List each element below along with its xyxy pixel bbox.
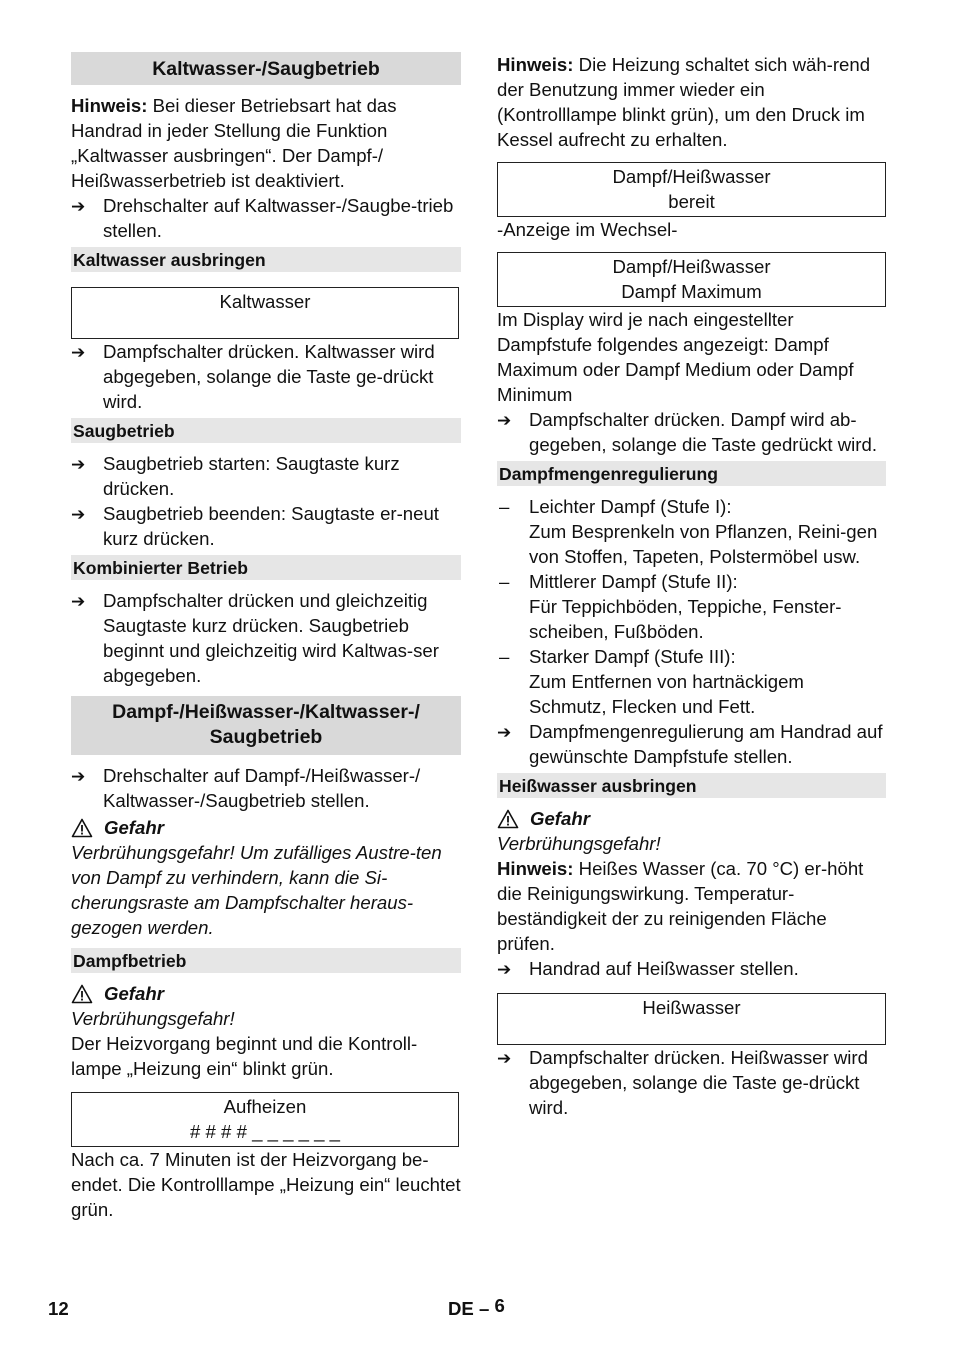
step-text: Dampfschalter drücken. Kaltwasser wird abgegeben, solange die Taste ge-drückt wird. bbox=[103, 341, 435, 412]
arrow-right-icon: ➔ bbox=[497, 723, 512, 742]
arrow-right-icon: ➔ bbox=[71, 343, 86, 362]
step-text: Drehschalter auf Kaltwasser-/Saugbe-trieb stellen. bbox=[103, 195, 454, 241]
hinweis-label: Hinweis: bbox=[497, 858, 574, 879]
display-description: Im Display wird je nach eingestellter Dampfstufe folgendes angezeigt: Dampf Maximum oder Dampf Medium oder Dampf Minimum bbox=[497, 309, 854, 405]
level-description: Zum Besprenkeln von Pflanzen, Reini-gen von Stoffen, Tapeten, Polstermöbel usw. bbox=[529, 521, 878, 567]
warning-text: Verbrühungsgefahr! bbox=[71, 1008, 235, 1029]
hinweis-paragraph-3 bbox=[497, 856, 886, 956]
arrow-right-icon: ➔ bbox=[71, 592, 86, 611]
display-box-aufheizen bbox=[71, 1092, 459, 1147]
warning-heading bbox=[71, 815, 461, 840]
step-item bbox=[71, 763, 461, 813]
display-text: Heißwasser bbox=[642, 997, 741, 1018]
warning-label: Gefahr bbox=[104, 983, 164, 1004]
level-title: Mittlerer Dampf (Stufe II): bbox=[529, 571, 738, 592]
heading-dampfmengenregulierung: Dampfmengenregulierung bbox=[497, 461, 886, 486]
level-title: Leichter Dampf (Stufe I): bbox=[529, 496, 732, 517]
level-description: Zum Entfernen von hartnäckigem Schmutz, Flecken und Fett. bbox=[529, 671, 804, 717]
warning-heading bbox=[71, 981, 461, 1006]
display-box-heisswasser bbox=[497, 993, 886, 1045]
warning-text: Verbrühungsgefahr! Um zufälliges Austre-ten von Dampf zu verhindern, kann die Si-cherungsraste am Dampfschalter heraus-gezogen werden. bbox=[71, 842, 442, 938]
warning-triangle-icon bbox=[71, 818, 93, 838]
list-item bbox=[497, 569, 886, 644]
step-text: Dampfschalter drücken. Dampf wird ab-gegeben, solange die Taste gedrückt wird. bbox=[529, 409, 878, 455]
hinweis-paragraph-1 bbox=[71, 93, 461, 193]
step-item bbox=[497, 1045, 886, 1120]
arrow-right-icon: ➔ bbox=[497, 960, 512, 979]
list-item bbox=[497, 494, 886, 569]
step-text: Handrad auf Heißwasser stellen. bbox=[529, 958, 799, 979]
section-page-number: 6 bbox=[494, 1295, 505, 1316]
heading-kaltwasser-ausbringen: Kaltwasser ausbringen bbox=[71, 247, 461, 272]
warning-label: Gefahr bbox=[104, 817, 164, 838]
dash-marker: – bbox=[499, 646, 510, 667]
step-item bbox=[497, 956, 886, 982]
hinweis-text: Die Heizung schaltet sich wäh-rend der Benutzung immer wieder ein (Kontrolllampe blinkt grün), um den Druck im Kessel aufrecht zu erhalten. bbox=[497, 54, 871, 150]
step-item bbox=[71, 451, 461, 501]
step-item bbox=[497, 407, 886, 457]
step-item bbox=[497, 719, 886, 769]
step-text: Saugbetrieb starten: Saugtaste kurz drücken. bbox=[103, 453, 400, 499]
step-item bbox=[71, 193, 461, 243]
arrow-right-icon: ➔ bbox=[497, 411, 512, 430]
arrow-right-icon: ➔ bbox=[71, 197, 86, 216]
display-text: Dampf/Heißwasser bbox=[612, 256, 771, 277]
arrow-right-icon: ➔ bbox=[71, 505, 86, 524]
right-column bbox=[497, 52, 886, 1120]
display-box-kaltwasser bbox=[71, 287, 459, 339]
warning-label: Gefahr bbox=[530, 808, 590, 829]
page-number: 12 bbox=[48, 1298, 69, 1319]
heizvorgang-text: Der Heizvorgang beginnt und die Kontroll-lampe „Heizung ein“ blinkt grün. bbox=[71, 1033, 418, 1079]
warning-text: Verbrühungsgefahr! bbox=[497, 833, 661, 854]
anzeige-wechsel-text: -Anzeige im Wechsel- bbox=[497, 219, 678, 240]
heizvorgang-fertig-text: Nach ca. 7 Minuten ist der Heizvorgang be-endet. Die Kontrolllampe „Heizung ein“ leuchtet grün. bbox=[71, 1149, 461, 1220]
heading-kaltwasser-saugbetrieb: Kaltwasser-/Saugbetrieb bbox=[71, 52, 461, 85]
display-text: Aufheizen bbox=[223, 1096, 307, 1117]
arrow-right-icon: ➔ bbox=[71, 767, 86, 786]
display-progress-text: # # # # _ _ _ _ _ _ bbox=[190, 1121, 340, 1142]
display-text: bereit bbox=[668, 191, 715, 212]
step-item bbox=[71, 588, 461, 688]
hinweis-label: Hinweis: bbox=[71, 95, 148, 116]
dash-marker: – bbox=[499, 571, 510, 592]
step-text: Drehschalter auf Dampf-/Heißwasser-/ Kaltwasser-/Saugbetrieb stellen. bbox=[103, 765, 421, 811]
heading-saugbetrieb: Saugbetrieb bbox=[71, 418, 461, 443]
display-box-maximum bbox=[497, 252, 886, 307]
display-text: Dampf Maximum bbox=[621, 281, 762, 302]
heading-heisswasser-ausbringen: Heißwasser ausbringen bbox=[497, 773, 886, 798]
list-item bbox=[497, 644, 886, 719]
step-text: Dampfmengenregulierung am Handrad auf gewünschte Dampfstufe stellen. bbox=[529, 721, 883, 767]
footer-dash: – bbox=[479, 1298, 490, 1319]
step-item bbox=[71, 339, 461, 414]
heading-dampf-heisswasser-kaltwasser-saugbetrieb: Dampf-/Heißwasser-/Kaltwasser-/ Saugbetrieb bbox=[71, 696, 461, 755]
warning-heading bbox=[497, 806, 886, 831]
hinweis-text: Bei dieser Betriebsart hat das Handrad in jeder Stellung die Funktion „Kaltwasser ausbringen“. Der Dampf-/ Heißwasserbetrieb ist deaktiviert. bbox=[71, 95, 397, 191]
warning-triangle-icon bbox=[71, 984, 93, 1004]
heading-dampfbetrieb: Dampfbetrieb bbox=[71, 948, 461, 973]
step-item bbox=[71, 501, 461, 551]
heading-kombinierter-betrieb: Kombinierter Betrieb bbox=[71, 555, 461, 580]
left-column bbox=[71, 52, 461, 1222]
language-code: DE bbox=[448, 1298, 474, 1319]
step-text: Dampfschalter drücken und gleichzeitig Saugtaste kurz drücken. Saugbetrieb beginnt und gleichzeitig wird Kaltwas-ser abgegeben. bbox=[103, 590, 439, 686]
display-text: Dampf/Heißwasser bbox=[612, 166, 771, 187]
arrow-right-icon: ➔ bbox=[71, 455, 86, 474]
hinweis-paragraph-2 bbox=[497, 52, 886, 152]
hinweis-text: Heißes Wasser (ca. 70 °C) er-höht die Reinigungswirkung. Temperatur-beständigkeit der zu reinigenden Fläche prüfen. bbox=[497, 858, 864, 954]
hinweis-label: Hinweis: bbox=[497, 54, 574, 75]
level-description: Für Teppichböden, Teppiche, Fenster-scheiben, Fußböden. bbox=[529, 596, 842, 642]
display-text: Kaltwasser bbox=[219, 291, 311, 312]
dash-marker: – bbox=[499, 496, 510, 517]
arrow-right-icon: ➔ bbox=[497, 1049, 512, 1068]
warning-triangle-icon bbox=[497, 809, 519, 829]
step-text: Dampfschalter drücken. Heißwasser wird abgegeben, solange die Taste ge-drückt wird. bbox=[529, 1047, 868, 1118]
level-title: Starker Dampf (Stufe III): bbox=[529, 646, 736, 667]
section-page-indicator bbox=[448, 1296, 505, 1321]
display-box-bereit bbox=[497, 162, 886, 217]
step-text: Saugbetrieb beenden: Saugtaste er-neut kurz drücken. bbox=[103, 503, 439, 549]
